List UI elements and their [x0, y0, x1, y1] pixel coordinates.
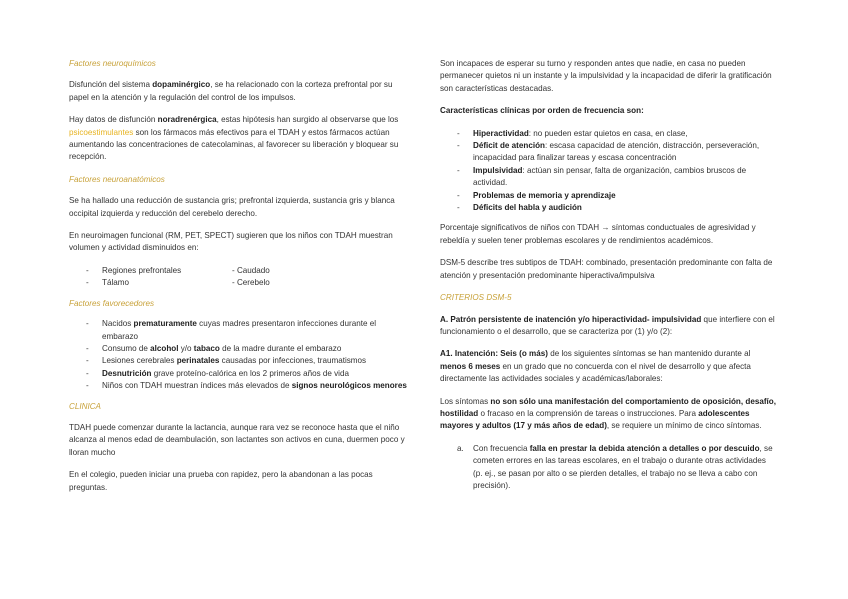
- paragraph-sustancia-gris: Se ha hallado una reducción de sustancia gris; prefrontal izquierda, sustancia gris y blanca occipital izquierda y reducción del cerebelo derecho.: [69, 196, 395, 218]
- heading-neuroanatomicos: Factores neuroanatómicos: [69, 174, 165, 184]
- caracteristicas-list: [440, 128, 776, 215]
- list-item: a. Con frecuencia falla en prestar la debida atención a detalles o por descuido, se cometen errores en las tareas escolares, en el trabajo o durante otras actividades (p. ej., se pasan por alto o se pierden detalles, el trabajo no se lleva a cabo con precisión).: [457, 443, 773, 490]
- list-item: - Impulsividad: actúan sin pensar, falta de organización, cambios bruscos de actividad.: [440, 165, 776, 190]
- list-item: - Desnutrición grave proteíno-calórica en los 2 primeros años de vida: [69, 368, 409, 380]
- paragraph-dopaminergico: Disfunción del sistema dopaminérgico, se ha relacionado con la corteza prefrontal por su papel en la atención y la regulación del control de los impulsos.: [69, 80, 393, 102]
- heading-caracteristicas: Características clínicas por orden de frecuencia son:: [440, 106, 644, 116]
- heading-criterios: CRITERIOS DSM-5: [440, 293, 512, 303]
- heading-clinica: CLINICA: [69, 401, 101, 411]
- list-item: - Déficits del habla y audición: [440, 202, 776, 214]
- heading-favorecedores: Factores favorecedores: [69, 298, 155, 308]
- left-column: [69, 58, 409, 504]
- paragraph-criterio-a1: A1. Inatención: Seis (o más) de los siguientes síntomas se han mantenido durante al menos 6 meses en un grado que no concuerda con el nivel de desarrollo y que afecta directamente las actividades sociales y académicas/laborales:: [440, 349, 751, 384]
- heading-neuroquimicos: Factores neuroquímicos: [69, 59, 156, 68]
- list-item: - Tálamo - Cerebelo: [69, 277, 409, 289]
- list-item: - Problemas de memoria y aprendizaje: [440, 190, 776, 202]
- paragraph-lactancia: TDAH puede comenzar durante la lactancia, aunque rara vez se reconoce hasta que el niño alcanza al menos edad de deambulación, son lactantes son activos en cuna, duermen poco y lloran mucho: [69, 422, 405, 457]
- favorecedores-list: [69, 318, 409, 392]
- paragraph-neuroimagen: En neuroimagen funcional (RM, PET, SPECT) sugieren que los niños con TDAH muestran volumen y actividad disminuidos en:: [69, 231, 393, 253]
- list-item: - Lesiones cerebrales perinatales causadas por infecciones, traumatismos: [69, 355, 409, 367]
- list-item: - Regiones prefrontales - Caudado: [69, 265, 409, 277]
- list-item: - Niños con TDAH muestran índices más elevados de signos neurológicos menores: [69, 380, 409, 392]
- list-item: - Déficit de atención: escasa capacidad de atención, distracción, perseveración, incapacidad para finalizar tareas y escasa concentración: [440, 140, 776, 165]
- right-column: [440, 58, 776, 492]
- regiones-list: [69, 265, 409, 290]
- inatencion-list: [440, 443, 776, 493]
- paragraph-esperar-turno: Son incapaces de esperar su turno y responden antes que nadie, en casa no pueden permanecer quietos ni un instante y la impulsividad y la incapacidad de diferir la gratificación son características destacadas.: [440, 59, 772, 93]
- highlight-psicoestimulantes: psicoestimulantes: [69, 127, 134, 137]
- paragraph-noradrenergica: Hay datos de disfunción noradrenérgica, estas hipótesis han surgido al observarse que los psicoestimulantes son los fármacos más efectivos para el TDAH y estos fármacos actúan aumentando las concentraciones de catecolaminas, al favorecer su liberación y bloquear su recepción.: [69, 115, 399, 162]
- paragraph-sintomas: Los síntomas no son sólo una manifestación del comportamiento de oposición, desafío, hostilidad o fracaso en la comprensión de tareas o instrucciones. Para adolescentes mayores y adultos (17 y más años de edad), se requiere un mínimo de cinco síntomas.: [440, 396, 776, 431]
- list-item: - Consumo de alcohol y/o tabaco de la madre durante el embarazo: [69, 343, 409, 355]
- paragraph-colegio: En el colegio, pueden iniciar una prueba con rapidez, pero la abandonan a las pocas preguntas.: [69, 470, 373, 492]
- list-item: - Nacidos prematuramente cuyas madres presentaron infecciones durante el embarazo: [69, 318, 409, 343]
- paragraph-porcentaje: Porcentaje significativos de niños con TDAH → síntomas conductuales de agresividad y rebeldía y suelen tener problemas escolares y de rendimientos académicos.: [440, 223, 756, 245]
- list-item: - Hiperactividad: no pueden estar quietos en casa, en clase,: [440, 128, 776, 140]
- paragraph-criterio-a: A. Patrón persistente de inatención y/o hiperactividad- impulsividad que interfiere con el funcionamiento o el desarrollo, que se caracteriza por (1) y/o (2):: [440, 314, 775, 336]
- paragraph-dsm5-subtipos: DSM-5 describe tres subtipos de TDAH: combinado, presentación predominante con falta de atención y presentación predominante hiperactiva/impulsiva: [440, 258, 773, 280]
